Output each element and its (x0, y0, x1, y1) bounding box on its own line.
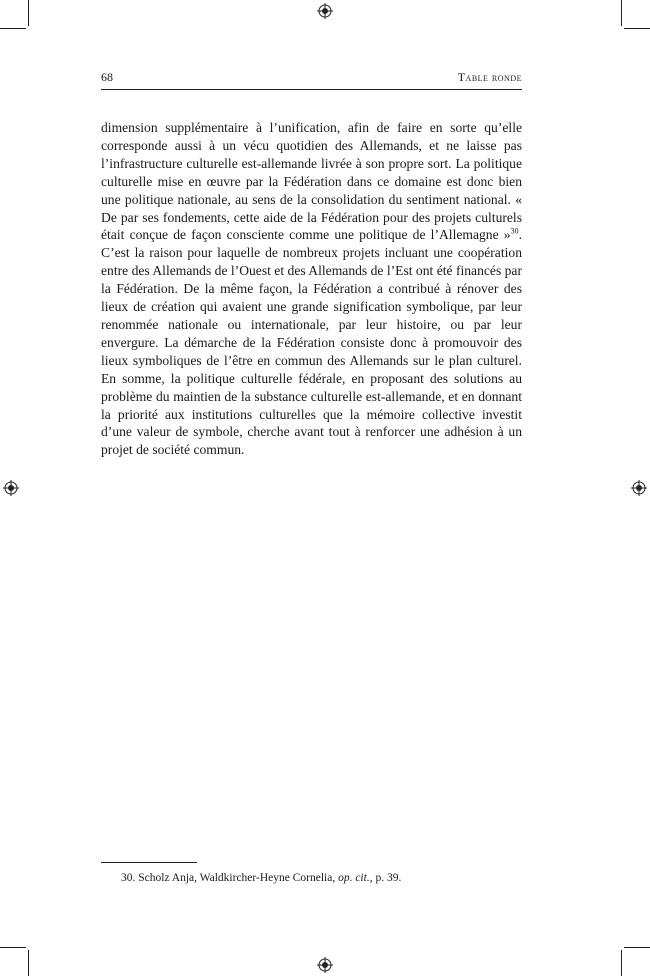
crop-mark (0, 947, 26, 948)
crop-mark (0, 28, 26, 29)
footnote (101, 871, 522, 885)
registration-mark-icon (631, 480, 647, 496)
crop-mark (621, 0, 622, 26)
registration-mark-icon (317, 957, 333, 973)
crop-mark (624, 28, 650, 29)
crop-mark (28, 950, 29, 976)
body-paragraph (101, 119, 522, 459)
footnote-authors: Scholz Anja, Waldkircher-Heyne Cornelia, (138, 872, 336, 884)
page-number: 68 (101, 70, 113, 84)
running-header (101, 70, 522, 86)
body-text-before-note: dimension supplémentaire à l’unification, afin de faire en sorte qu’elle corresponde aussi à un vécu quotidien des Allemands, et ne laisse pas l’infrastructure culturelle est-allemande livrée à son propre sort. La politique culturelle mise en œuvre par la Fédération dans ce domaine est donc bien une politique nationale, au sens de la consolidation du sentiment national. « De par ses fondements, cette aide de la Fédération pour des projets culturels était conçue de façon consciente comme une politique de l’Allemagne » (101, 120, 522, 243)
footnote-page: , p. 39. (369, 872, 402, 884)
running-title: Table ronde (457, 70, 522, 84)
body-text-after-note: . C’est la raison pour laquelle de nombreux projets incluant une coopération entre des Allemands de l’Ouest et des Allemands de l’Est ont été financés par la Fédération. De la même façon, la Fédération a contribué à rénover des lieux de création qui avaient une grande signification symbolique, par leur renommée nationale ou internationale, par leur histoire, ou par leur envergure. La démarche de la Fédération consiste donc à promouvoir des lieux symboliques de l’être en commun des Allemands sur le plan culturel. En somme, la politique culturelle fédérale, en proposant des solutions au problème du maintien de la substance culturelle est-allemande, et en donnant la priorité aux institutions culturelles que la mémoire collective investit d’une valeur de symbole, cherche avant tout à renforcer une adhésion à un projet de société commun. (101, 227, 522, 458)
registration-mark-icon (3, 480, 19, 496)
registration-mark-icon (317, 3, 333, 19)
crop-mark (624, 947, 650, 948)
footnote-rule (101, 862, 197, 863)
header-rule (101, 89, 522, 90)
crop-mark (621, 950, 622, 976)
crop-mark (28, 0, 29, 26)
footnote-source: op. cit. (338, 872, 370, 884)
footnote-number: 30. (121, 872, 136, 884)
footnote-reference: 30 (510, 226, 519, 236)
